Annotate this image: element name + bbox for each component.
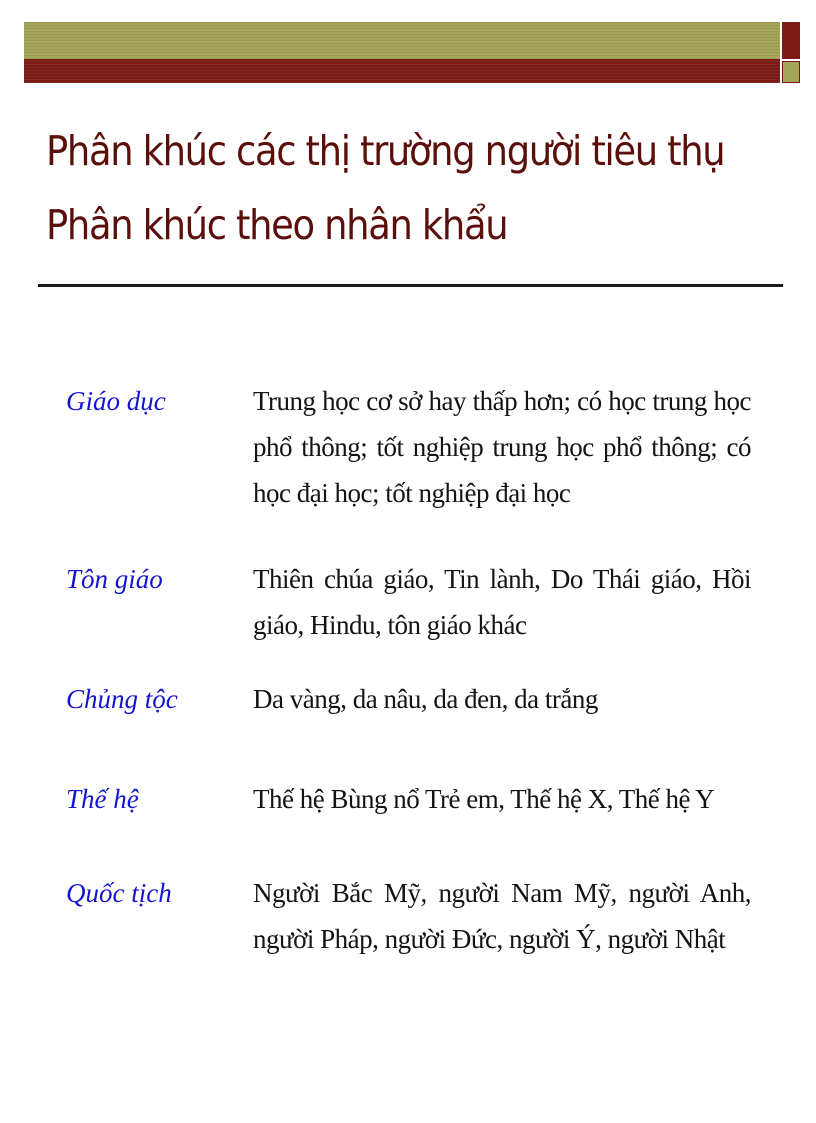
row-label-nationality: Quốc tịch [66, 878, 172, 908]
header-square-olive [782, 61, 800, 83]
row-value-generation: Thế hệ Bùng nổ Trẻ em, Thế hệ X, Thế hệ Y [253, 784, 715, 814]
header-square-maroon [782, 22, 800, 59]
row-label-education: Giáo dục [66, 386, 166, 416]
row-value-religion: Thiên chúa giáo, Tin lành, Do Thái giáo, Hồi giáo, Hindu, tôn giáo khác [253, 564, 751, 640]
row-value-nationality: Người Bắc Mỹ, người Nam Mỹ, người Anh, người Pháp, người Đức, người Ý, người Nhật [253, 878, 751, 954]
slide-title-line-2: Phân khúc theo nhân khẩu [46, 201, 508, 249]
row-label-race: Chủng tộc [66, 684, 178, 714]
row-value-race: Da vàng, da nâu, da đen, da trắng [253, 684, 598, 714]
row-value-education: Trung học cơ sở hay thấp hơn; có học trung học phổ thông; tốt nghiệp trung học phổ thông; có học đại học; tốt nghiệp đại học [253, 386, 751, 508]
header-band-olive [24, 22, 780, 59]
slide-title [46, 114, 725, 262]
row-label-generation: Thế hệ [66, 784, 139, 814]
header-band-maroon [24, 59, 780, 83]
title-divider [38, 284, 783, 287]
slide-title-line-1: Phân khúc các thị trường người tiêu thụ [46, 127, 725, 175]
row-label-religion: Tôn giáo [66, 564, 163, 594]
